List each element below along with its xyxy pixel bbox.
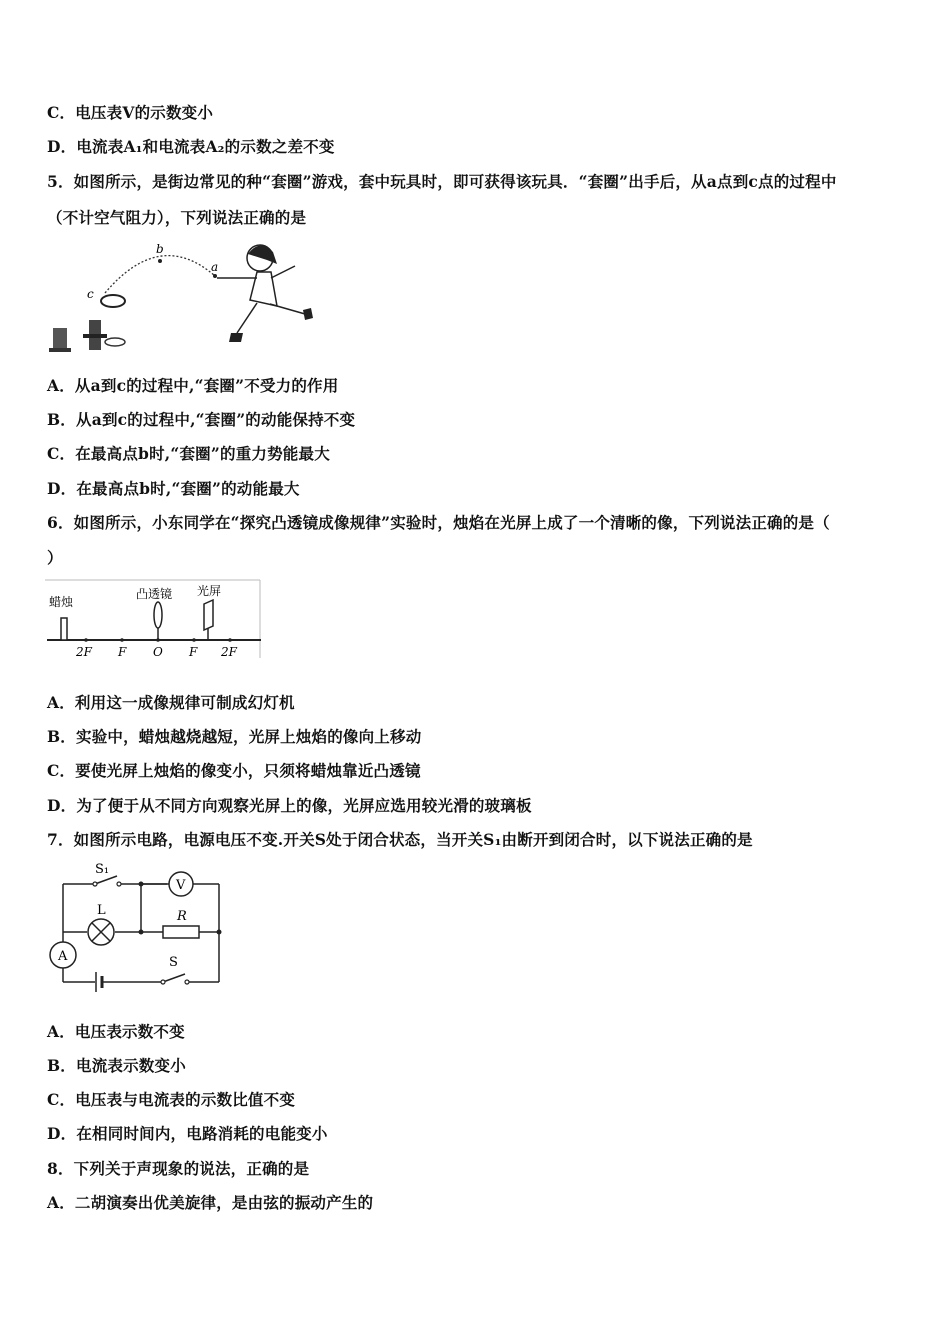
question-5-option-a: A．从a到c的过程中,“套圈”不受力的作用 xyxy=(47,376,339,395)
resistor xyxy=(163,926,199,938)
question-6-option-c: C．要使光屏上烛焰的像变小，只须将蜡烛靠近凸透镜 xyxy=(47,761,421,780)
tick-o: O xyxy=(153,645,163,659)
question-6-option-d: D．为了便于从不同方向观察光屏上的像，光屏应选用较光滑的玻璃板 xyxy=(47,796,532,815)
question-6-option-b: B．实验中，蜡烛越烧越短，光屏上烛焰的像向上移动 xyxy=(47,727,422,746)
candle-label: 蜡烛 xyxy=(49,595,74,609)
circuit-figure xyxy=(45,858,230,998)
voltmeter-label: V xyxy=(176,878,186,893)
tick-f-left: F xyxy=(118,645,127,659)
tick-2f-left: 2F xyxy=(76,645,92,659)
label-c: c xyxy=(87,287,94,301)
question-8-option-a: A．二胡演奏出优美旋律，是由弦的振动产生的 xyxy=(47,1193,374,1212)
screen-label: 光屏 xyxy=(197,584,222,598)
question-5-option-d: D．在最高点b时,“套圈”的动能最大 xyxy=(47,479,300,498)
question-8-stem: 8．下列关于声现象的说法，正确的是 xyxy=(47,1159,310,1178)
switch-s1-label: S₁ xyxy=(95,862,110,877)
resistor-label: R xyxy=(177,909,187,924)
switch-s-label: S xyxy=(169,955,178,970)
tick-2f-right: 2F xyxy=(221,645,237,659)
question-7-stem: 7．如图所示电路，电源电压不变.开关S处于闭合状态，当开关S₁由断开到闭合时，以下说法正确的是 xyxy=(47,830,753,849)
line-q4-c: C．电压表V的示数变小 xyxy=(47,103,214,122)
question-6-option-a: A．利用这一成像规律可制成幻灯机 xyxy=(47,693,295,712)
question-7-option-a: A．电压表示数不变 xyxy=(47,1022,185,1041)
label-b: b xyxy=(156,242,164,256)
question-6-stem: 6．如图所示，小东同学在“探究凸透镜成像规律”实验时，烛焰在光屏上成了一个清晰的像，下列说法正确的是（ xyxy=(47,513,830,532)
label-a: a xyxy=(211,260,219,274)
question-5-option-b: B．从a到c的过程中,“套圈”的动能保持不变 xyxy=(47,410,356,429)
question-7-option-b: B．电流表示数变小 xyxy=(47,1056,186,1075)
question-6-stem-cont: ） xyxy=(47,548,63,567)
question-5-option-c: C．在最高点b时,“套圈”的重力势能最大 xyxy=(47,444,330,463)
lens-label: 凸透镜 xyxy=(136,587,173,601)
question-7-option-d: D．在相同时间内，电路消耗的电能变小 xyxy=(47,1124,328,1143)
line-q4-d: D．电流表A₁和电流表A₂的示数之差不变 xyxy=(47,137,335,156)
question-5-stem: 5．如图所示，是街边常见的种“套圈”游戏，套中玩具时，即可获得该玩具．“套圈”出手后，从a点到c点的过程中 xyxy=(47,172,837,191)
light-screen xyxy=(204,600,213,630)
candle xyxy=(61,618,67,640)
ammeter-label: A xyxy=(58,949,68,964)
tick-f-right: F xyxy=(189,645,198,659)
convex-lens xyxy=(154,602,162,628)
question-7-option-c: C．电压表与电流表的示数比值不变 xyxy=(47,1090,296,1109)
ring-toss-figure xyxy=(45,238,320,360)
lamp-label: L xyxy=(97,903,106,918)
question-5-stem-cont: （不计空气阻力），下列说法正确的是 xyxy=(47,208,307,227)
ring xyxy=(101,295,125,307)
optical-bench-figure xyxy=(45,578,265,662)
